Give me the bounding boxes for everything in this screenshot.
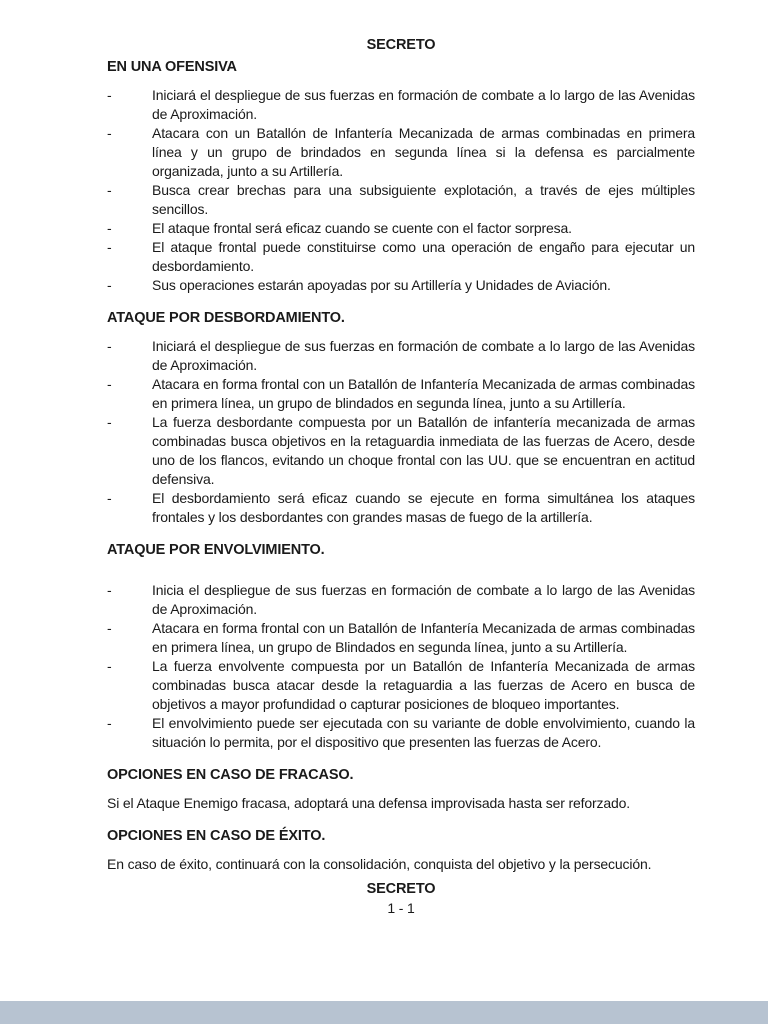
bullet-list [107,337,695,527]
footer-classification: SECRETO [366,881,436,897]
list-item-text: El ataque frontal será eficaz cuando se cuente con el factor sorpresa. [152,220,572,236]
list-item-text: El envolvimiento puede ser ejecutada con su variante de doble envolvimiento, cuando la situación lo permita, por el dispositivo que presenten las fuerzas de Acero. [152,715,695,750]
list-item-text: Iniciará el despliegue de sus fuerzas en formación de combate a lo largo de las Avenidas de Aproximación. [152,87,695,122]
list-item [107,276,695,295]
section-heading: OPCIONES EN CASO DE FRACASO. [107,767,354,783]
bullet-dash: - [107,376,112,392]
list-item [107,489,695,527]
list-item [107,619,695,657]
section-heading: OPCIONES EN CASO DE ÉXITO. [107,828,326,844]
bullet-dash: - [107,220,112,236]
page-number: 1 - 1 [387,900,415,916]
list-item-text: Atacara en forma frontal con un Batallón de Infantería Mecanizada de armas combinadas en primera línea, un grupo de Blindados en segunda línea, junto a su Artillería. [152,620,695,655]
section-en-una-ofensiva [107,58,695,295]
list-item-text: Iniciará el despliegue de sus fuerzas en formación de combate a lo largo de las Avenidas de Aproximación. [152,338,695,373]
bullet-dash: - [107,620,112,636]
list-item [107,124,695,181]
list-item [107,714,695,752]
bullet-dash: - [107,87,112,103]
list-item [107,375,695,413]
page-footer [107,880,695,918]
bullet-dash: - [107,715,112,731]
bullet-list [107,86,695,295]
bullet-dash: - [107,582,112,598]
list-item [107,581,695,619]
list-item-text: Busca crear brechas para una subsiguiente explotación, a través de ejes múltiples sencillos. [152,182,695,217]
bullet-dash: - [107,414,112,430]
list-item-text: Sus operaciones estarán apoyadas por su Artillería y Unidades de Aviación. [152,277,611,293]
list-item [107,413,695,489]
bullet-dash: - [107,658,112,674]
list-item-text: La fuerza desbordante compuesta por un Batallón de infantería mecanizada de armas combinadas busca objetivos en la retaguardia inmediata de las fuerzas de Acero, desde uno de los flancos, evitando un choque frontal con las UU. que se encuentran en actitud defensiva. [152,414,695,487]
list-item-text: Atacara con un Batallón de Infantería Mecanizada de armas combinadas en primera línea y un grupo de brindados en segunda línea si la defensa es parcialmente organizada, junto a su Artillería. [152,125,695,179]
section-paragraph: Si el Ataque Enemigo fracasa, adoptará una defensa improvisada hasta ser reforzado. [107,795,630,811]
list-item-text: La fuerza envolvente compuesta por un Batallón de Infantería Mecanizada de armas combinadas busca atacar desde la retaguardia a las fuerzas de Acero en busca de objetivos a mayor profundidad o capturar posiciones de bloqueo importantes. [152,658,695,712]
list-item [107,238,695,276]
section-heading: ATAQUE POR ENVOLVIMIENTO. [107,542,325,558]
bullet-dash: - [107,239,112,255]
list-item [107,86,695,124]
section-opciones-exito [107,827,695,874]
list-item [107,219,695,238]
bullet-dash: - [107,338,112,354]
section-ataque-por-envolvimiento [107,541,695,752]
bullet-list [107,581,695,752]
list-item-text: El ataque frontal puede constituirse como una operación de engaño para ejecutar un desbordamiento. [152,239,695,274]
section-opciones-fracaso [107,766,695,813]
section-paragraph: En caso de éxito, continuará con la consolidación, conquista del objetivo y la persecución. [107,856,652,872]
list-item [107,181,695,219]
header-classification: SECRETO [366,37,436,53]
section-heading: ATAQUE POR DESBORDAMIENTO. [107,310,345,326]
bullet-dash: - [107,182,112,198]
bullet-dash: - [107,277,112,293]
section-heading: EN UNA OFENSIVA [107,59,237,75]
list-item [107,657,695,714]
section-ataque-por-desbordamiento [107,309,695,527]
list-item-text: Atacara en forma frontal con un Batallón de Infantería Mecanizada de armas combinadas en primera línea, un grupo de blindados en segunda línea, junto a su Artillería. [152,376,695,411]
viewer-bottom-strip [0,1001,768,1024]
bullet-dash: - [107,490,112,506]
bullet-dash: - [107,125,112,141]
list-item-text: El desbordamiento será eficaz cuando se ejecute en forma simultánea los ataques frontales y los desbordantes con grandes masas de fuego de la artillería. [152,490,695,525]
list-item [107,337,695,375]
list-item-text: Inicia el despliegue de sus fuerzas en formación de combate a lo largo de las Avenidas de Aproximación. [152,582,695,617]
